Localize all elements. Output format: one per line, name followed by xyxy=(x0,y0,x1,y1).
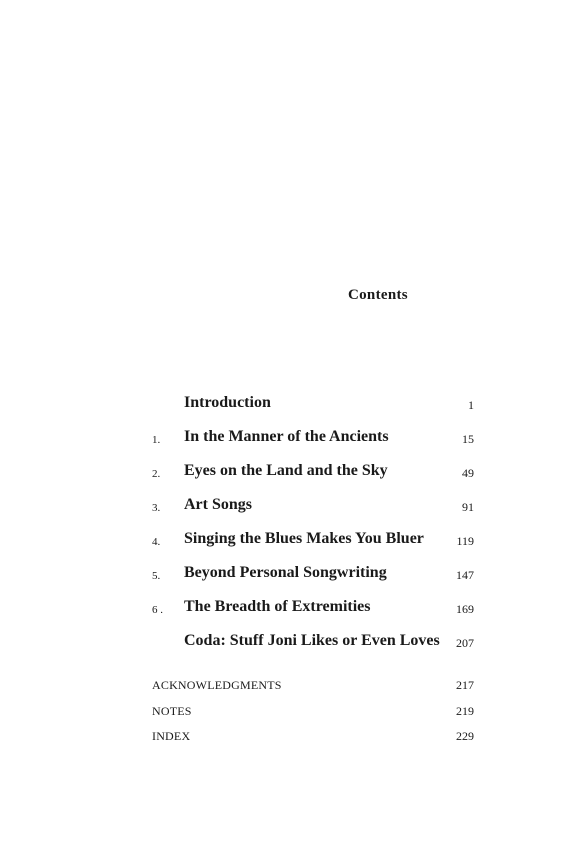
back-matter-page: 217 xyxy=(456,678,474,692)
chapter-number: 4. xyxy=(152,536,161,548)
toc-entry-chapter-4 xyxy=(0,527,562,561)
toc-entry-chapter-3 xyxy=(0,493,562,527)
chapter-number: 3. xyxy=(152,502,161,514)
chapter-title: In the Manner of the Ancients xyxy=(184,428,389,445)
toc-entry-chapter-5 xyxy=(0,561,562,595)
chapter-title: Coda: Stuff Joni Likes or Even Loves xyxy=(184,632,440,649)
contents-heading: Contents xyxy=(348,287,408,303)
chapter-title: The Breadth of Extremities xyxy=(184,598,371,615)
toc-entry-chapter-1 xyxy=(0,425,562,459)
toc-entry-chapter-6 xyxy=(0,595,562,629)
back-matter-title: NOTES xyxy=(152,703,192,718)
chapter-title: Singing the Blues Makes You Bluer xyxy=(184,530,424,547)
toc-entry-notes xyxy=(0,704,562,730)
toc-entry-index xyxy=(0,729,562,755)
chapter-page: 15 xyxy=(462,432,474,446)
back-matter-page: 219 xyxy=(456,703,474,718)
chapter-page: 169 xyxy=(456,602,474,616)
back-matter-title: INDEX xyxy=(152,729,191,743)
chapter-title: Introduction xyxy=(184,394,271,411)
chapter-list xyxy=(0,391,562,663)
back-matter-page: 229 xyxy=(456,729,474,743)
toc-entry-coda xyxy=(0,629,562,663)
chapter-page: 91 xyxy=(462,500,474,514)
back-matter-title: ACKNOWLEDGMENTS xyxy=(152,678,282,692)
chapter-page: 1 xyxy=(468,398,474,412)
chapter-number: 1. xyxy=(152,434,161,446)
toc-entry-acknowledgments xyxy=(0,678,562,704)
toc-entry-chapter-2 xyxy=(0,459,562,493)
back-matter-list xyxy=(0,678,562,755)
chapter-title: Beyond Personal Songwriting xyxy=(184,564,387,581)
chapter-title: Eyes on the Land and the Sky xyxy=(184,462,388,479)
chapter-number: 5. xyxy=(152,570,161,582)
chapter-page: 119 xyxy=(456,534,474,548)
chapter-title: Art Songs xyxy=(184,496,253,513)
toc-entry-introduction xyxy=(0,391,562,425)
chapter-page: 147 xyxy=(456,568,474,582)
chapter-page: 207 xyxy=(456,636,474,650)
chapter-number: 2. xyxy=(152,468,161,480)
chapter-page: 49 xyxy=(462,466,474,480)
chapter-number: 6 . xyxy=(152,604,163,616)
